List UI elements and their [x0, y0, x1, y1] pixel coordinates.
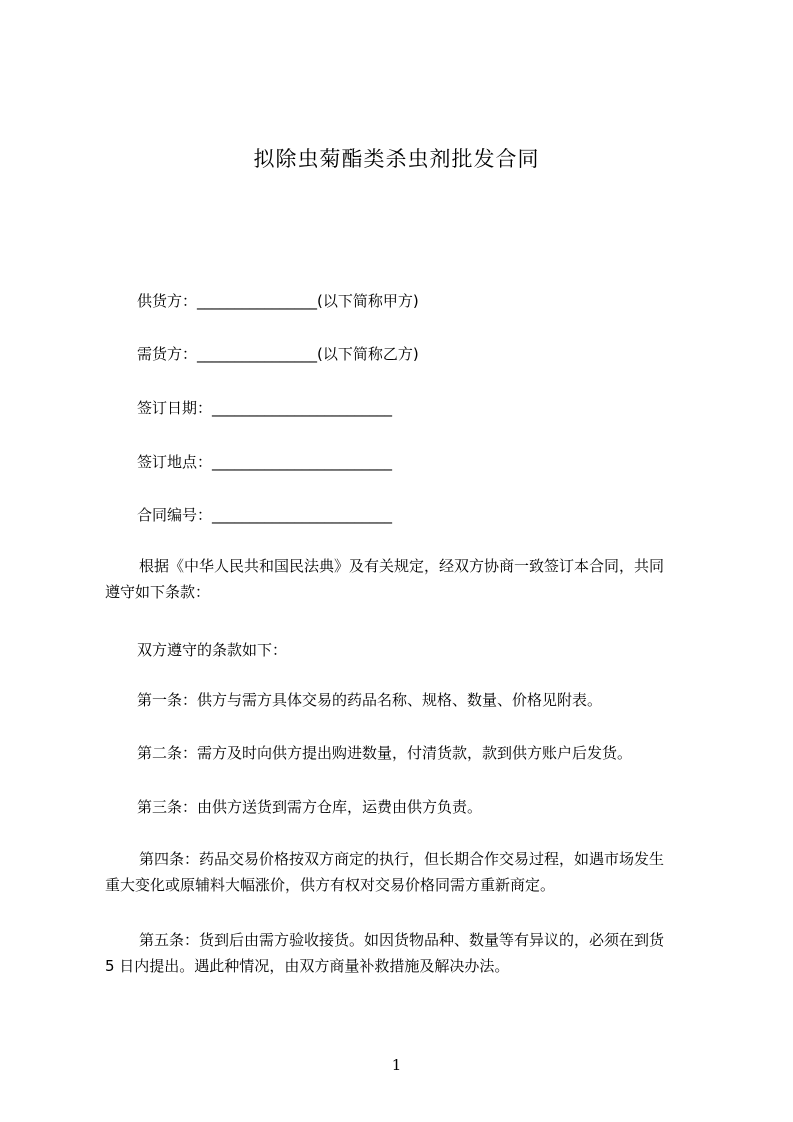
- preamble-line-1: 根据《中华人民共和国民法典》及有关规定，经双方协商一致签订本合同，共同: [139, 557, 665, 575]
- article-3: 第三条：由供方送货到需方仓库，运费由供方负责。: [137, 798, 483, 816]
- supplier-field: 供货方：________________(以下简称甲方): [137, 292, 419, 310]
- article-5-line-2: 5 日内提出。遇此种情况，由双方商量补救措施及解决办法。: [105, 957, 510, 975]
- document-title: 拟除虫菊酯类杀虫剂批发合同: [253, 147, 540, 171]
- article-4-line-1: 第四条：药品交易价格按双方商定的执行，但长期合作交易过程，如遇市场发生: [139, 850, 665, 868]
- signing-place-field: 签订地点：________________________: [137, 453, 393, 471]
- article-2: 第二条：需方及时向供方提出购进数量，付清货款，款到供方账户后发货。: [137, 744, 633, 762]
- clauses-intro: 双方遵守的条款如下：: [137, 641, 288, 659]
- article-5-line-1: 第五条：货到后由需方验收接货。如因货物品种、数量等有异议的，必须在到货: [139, 931, 665, 949]
- article-4-paragraph: [105, 846, 705, 898]
- buyer-field: 需货方：________________(以下简称乙方): [137, 345, 419, 363]
- article-5-paragraph: [105, 927, 705, 979]
- article-4-line-2: 重大变化或原辅料大幅涨价，供方有权对交易价格同需方重新商定。: [105, 876, 556, 894]
- article-1: 第一条：供方与需方具体交易的药品名称、规格、数量、价格见附表。: [137, 691, 603, 709]
- page-number: 1: [391, 1056, 402, 1074]
- signing-date-field: 签订日期：________________________: [137, 399, 393, 417]
- preamble-line-2: 遵守如下条款：: [105, 583, 211, 601]
- preamble-paragraph: [105, 553, 705, 605]
- contract-number-field: 合同编号：________________________: [137, 506, 393, 524]
